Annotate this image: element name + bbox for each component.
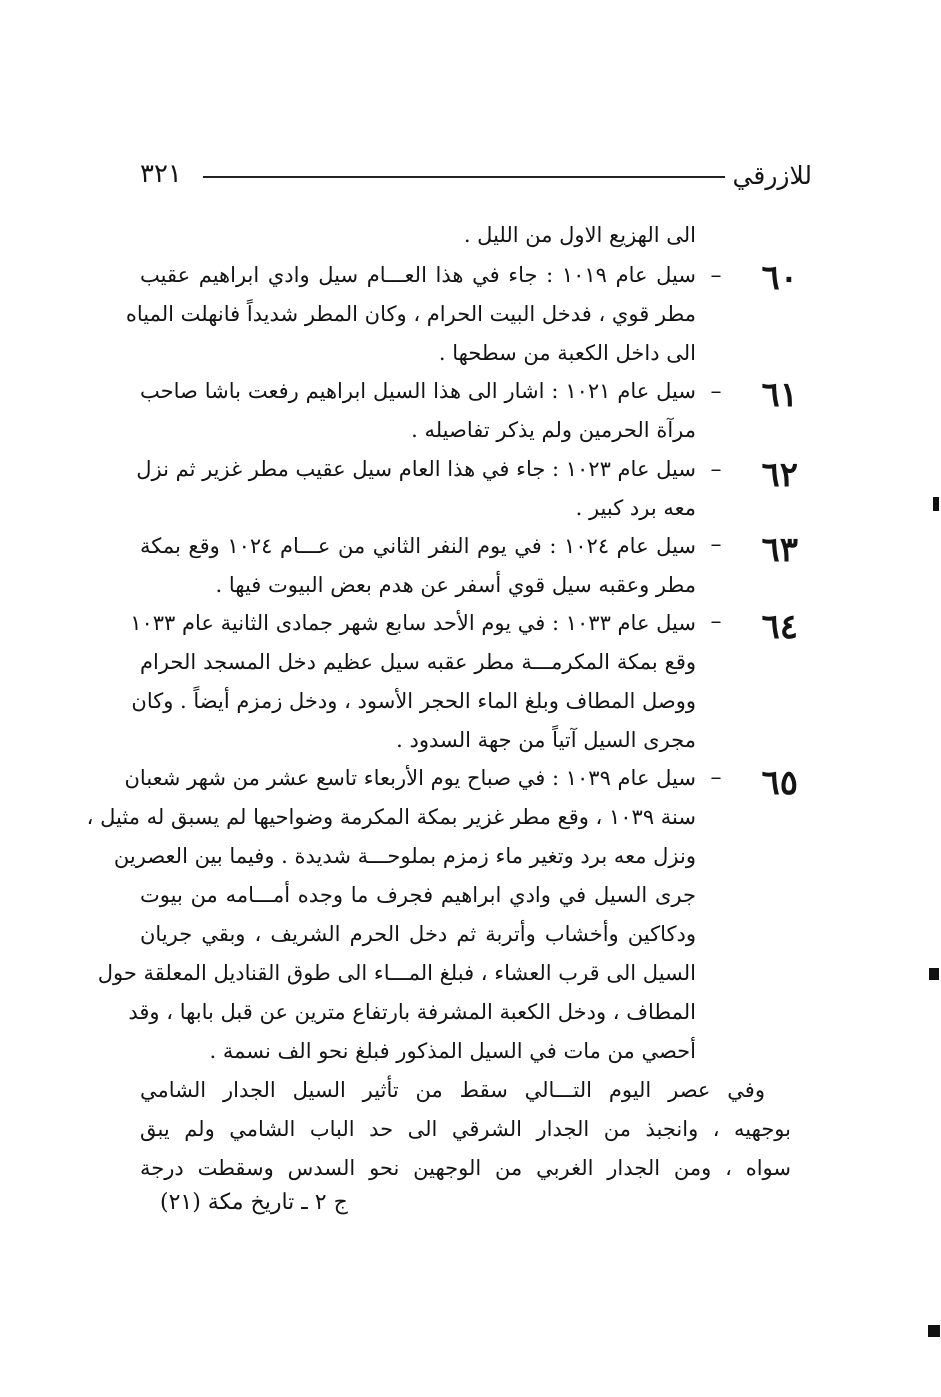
entry-dash: – [710, 532, 722, 557]
entry-number: ٦٠ [761, 258, 798, 298]
entry-line: مرآة الحرمين ولم يذكر تفاصيله . [411, 418, 696, 442]
entry-line: سيل عام ١٠١٩ : جاء في هذا العـــام سيل وادي ابراهيم عقيب [140, 263, 696, 287]
signature-footer: ج ٢ ـ تاريخ مكة (٢١) [160, 1190, 348, 1215]
scan-mark [933, 497, 939, 511]
scan-mark [928, 1325, 940, 1337]
entry-number: ٦٤ [761, 607, 798, 647]
entry-line: مجرى السيل آتياً من جهة السدود . [396, 728, 696, 752]
entry-line: سيل عام ١٠٣٣ : في يوم الأحد سابع شهر جمادى الثانية عام ١٠٣٣ [130, 611, 696, 635]
entry-line: سنة ١٠٣٩ ، وقع مطر غزير بمكة المكرمة وضواحيها لم يسبق له مثيل ، [86, 805, 696, 829]
entry-line: الى داخل الكعبة من سطحها . [438, 341, 696, 365]
entry-line: جرى السيل في وادي ابراهيم فجرف ما وجده أمـــامه من بيوت [140, 883, 696, 907]
entry-line: سيل عام ١٠٣٩ : في صباح يوم الأربعاء تاسع عشر من شهر شعبان [124, 766, 696, 790]
paragraph-line: سواه ، ومن الجدار الغربي من الوجهين نحو السدس وسقطت درجة [140, 1156, 791, 1180]
header-title: للازرقي [732, 161, 812, 190]
entry-dash: – [710, 765, 722, 790]
running-header [140, 155, 812, 195]
entry-number: ٦١ [761, 375, 798, 415]
entry-line: وقع بمكة المكرمـــة مطر عقبه سيل عظيم دخل المسجد الحرام [140, 650, 696, 674]
page-number: ٣٢١ [140, 159, 182, 189]
entry-dash: – [710, 379, 722, 404]
entry-line: مطر قوي ، فدخل البيت الحرام ، وكان المطر شديداً فانهلت المياه [125, 302, 696, 326]
entry-line: أحصي من مات في السيل المذكور فبلغ نحو الف نسمة . [209, 1039, 696, 1063]
entry-line: سيل عام ١٠٢٣ : جاء في هذا العام سيل عقيب مطر غزير ثم نزل [136, 457, 696, 481]
entry-line: مطر وعقبه سيل قوي أسفر عن هدم بعض البيوت فيها . [215, 573, 696, 597]
entry-line: معه برد كبير . [575, 496, 696, 520]
entry-line: سيل عام ١٠٢١ : اشار الى هذا السيل ابراهيم رفعت باشا صاحب [140, 379, 696, 403]
entry-dash: – [710, 263, 722, 288]
entry-dash: – [710, 609, 722, 634]
paragraph-line: بوجهيه ، وانجبذ من الجدار الشرقي الى حد الباب الشامي ولم يبق [140, 1117, 791, 1141]
entry-line: ووصل المطاف وبلغ الماء الحجر الأسود ، ودخل زمزم أيضاً . وكان [131, 689, 696, 713]
entry-line: المطاف ، ودخل الكعبة المشرفة بارتفاع مترين عن قبل بابها ، وقد [128, 1000, 696, 1024]
entry-line: ونزل معه برد وتغير ماء زمزم بملوحـــة شديدة . وفيما بين العصرين [113, 844, 696, 868]
entry-number: ٦٥ [761, 763, 798, 803]
entry-line: السيل الى قرب العشاء ، فبلغ المـــاء الى طوق القناديل المعلقة حول [97, 961, 696, 985]
intro-line: الى الهزيع الاول من الليل . [463, 223, 696, 247]
entry-line: سيل عام ١٠٢٤ : في يوم النفر الثاني من عـــام ١٠٢٤ وقع بمكة [140, 534, 696, 558]
entry-line: ودكاكين وأخشاب وأتربة ثم دخل الحرم الشريف ، وبقي جريان [140, 922, 696, 946]
entry-number: ٦٣ [761, 530, 798, 570]
entry-number: ٦٢ [761, 455, 798, 495]
header-rule [203, 176, 725, 178]
entry-dash: – [710, 457, 722, 482]
paragraph-line: وفي عصر اليوم التـــالي سقط من تأثير السيل الجدار الشامي [140, 1078, 765, 1102]
scan-mark [929, 968, 939, 980]
